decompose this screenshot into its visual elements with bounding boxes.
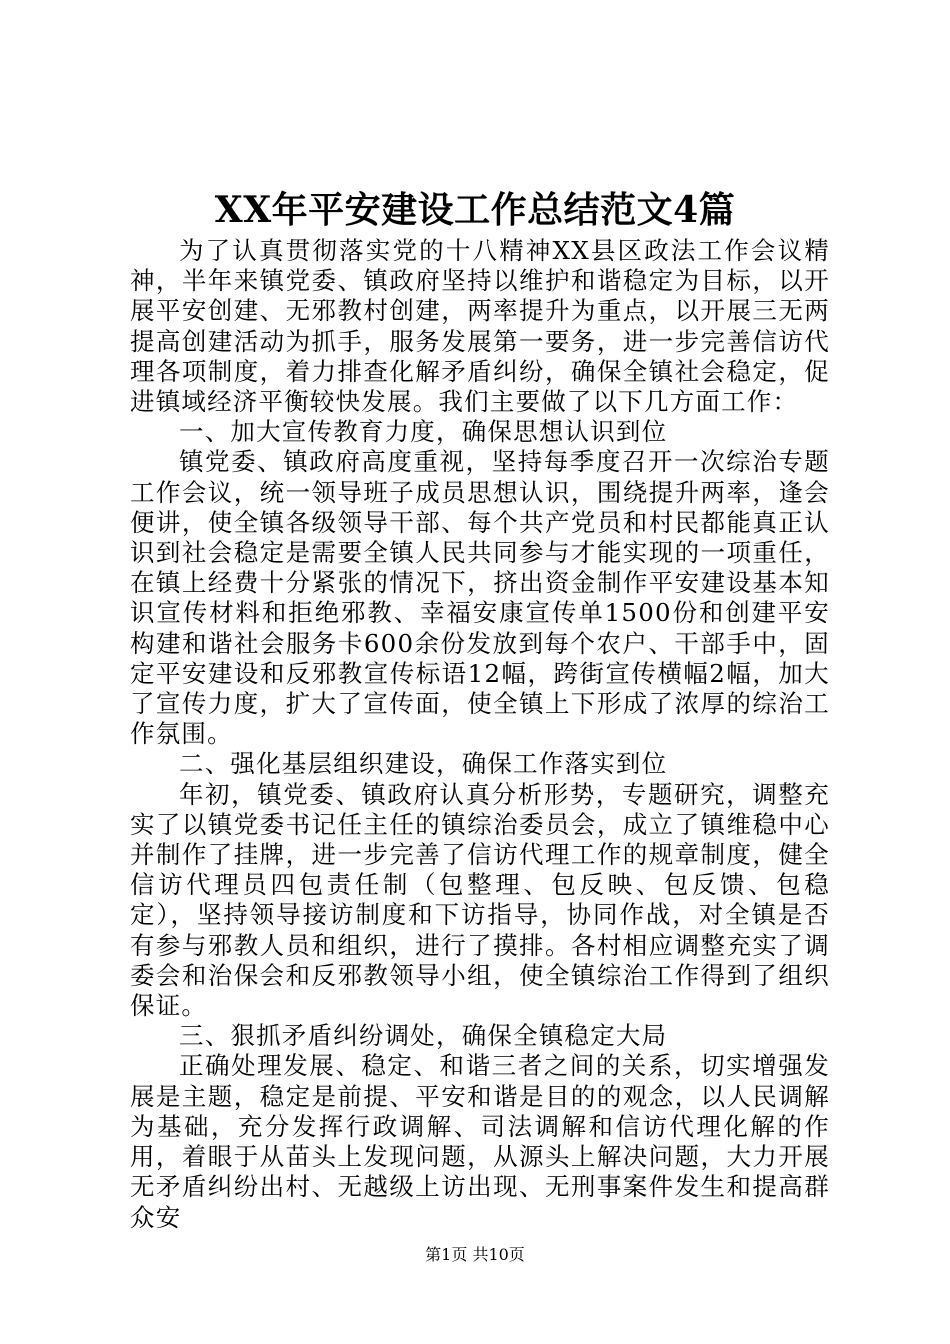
paragraph-section-2: 年初，镇党委、镇政府认真分析形势，专题研究，调整充实了以镇党委书记任主任的镇综治委员会，成立了镇维稳中心并制作了挂牌，进一步完善了信访代理工作的规章制度，健全信访代理员四包责任制（包整理、包反映、包反馈、包稳定），坚持领导接访制度和下访指导，协同作战，对全镇是否有参与邪教人员和组织，进行了摸排。各村相应调整充实了调委会和治保会和反邪教领导小组，使全镇综治工作得到了组织保证。 — [130, 779, 830, 1021]
section-heading-1: 一、加大宣传教育力度，确保思想认识到位 — [179, 417, 668, 447]
section-heading-2: 二、强化基层组织建设，确保工作落实到位 — [179, 749, 668, 779]
section-heading-3: 三、狠抓矛盾纠纷调处，确保全镇稳定大局 — [179, 1021, 668, 1051]
page-number-label: 第1页 共10页 — [425, 1245, 525, 1264]
paragraph-intro: 为了认真贯彻落实党的十八精神XX县区政法工作会议精神，半年来镇党委、镇政府坚持以维护和谐稳定为目标，以开展平安创建、无邪教村创建，两率提升为重点，以开展三无两提高创建活动为抓手，服务发展第一要务，进一步完善信访代理各项制度，着力排查化解矛盾纠纷，确保全镇社会稳定，促进镇域经济平衡较快发展。我们主要做了以下几方面工作： — [130, 236, 830, 417]
paragraph-section-1: 镇党委、镇政府高度重视，坚持每季度召开一次综治专题工作会议，统一领导班子成员思想认识，围绕提升两率，逢会便讲，使全镇各级领导干部、每个共产党员和村民都能真正认识到社会稳定是需要全镇人民共同参与才能实现的一项重任，在镇上经费十分紧张的情况下，挤出资金制作平安建设基本知识宣传材料和拒绝邪教、幸福安康宣传单1500份和创建平安构建和谐社会服务卡600余份发放到每个农户、干部手中，固定平安建设和反邪教宣传标语12幅，跨街宣传横幅2幅，加大了宣传力度，扩大了宣传面，使全镇上下形成了浓厚的综治工作氛围。 — [130, 447, 830, 749]
document-title: XX年平安建设工作总结范文4篇 — [214, 189, 736, 231]
page-footer — [0, 1244, 950, 1266]
paragraph-section-3: 正确处理发展、稳定、和谐三者之间的关系，切实增强发展是主题，稳定是前提、平安和谐是目的的观念，以人民调解为基础，充分发挥行政调解、司法调解和信访代理化解的作用，着眼于从苗头上发现问题，从源头上解决问题，大力开展无矛盾纠纷出村、无越级上访出现、无刑事案件发生和提高群众安 — [130, 1051, 830, 1232]
document-body — [130, 236, 830, 1233]
